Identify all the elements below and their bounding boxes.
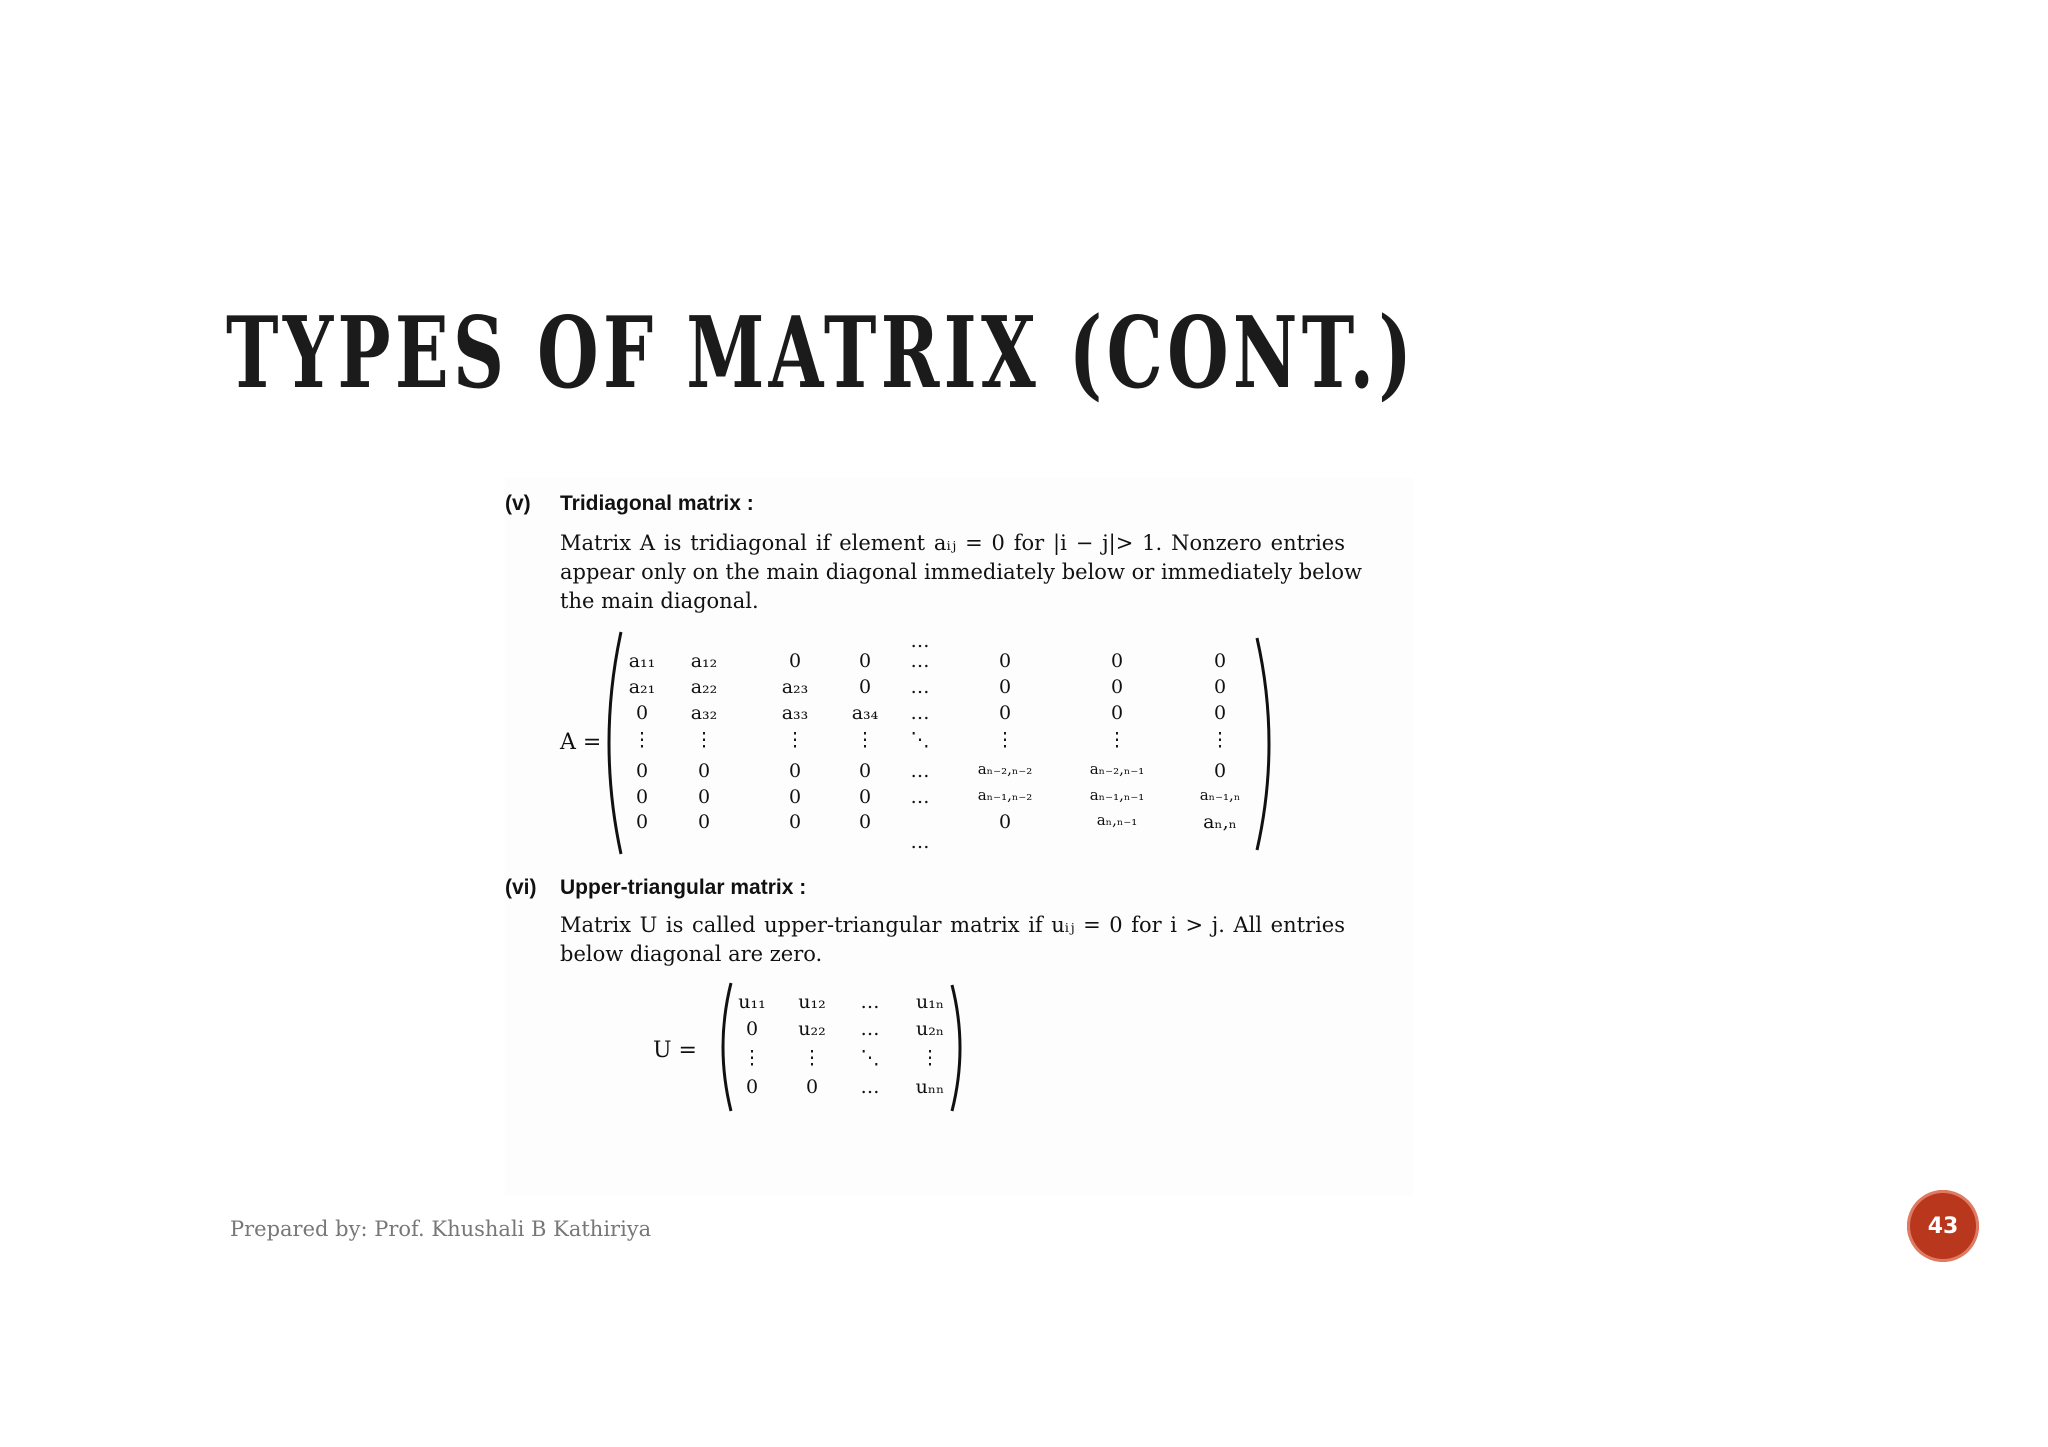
matrix-cell: aₙ₋₁,ₙ₋₁ bbox=[1089, 786, 1145, 804]
section-v-label: (v) bbox=[505, 492, 531, 515]
matrix-cell: a₂₁ bbox=[628, 676, 656, 698]
matrix-cell: 0 bbox=[697, 811, 711, 833]
matrix-cell: 0 bbox=[788, 786, 802, 808]
matrix-cell: 0 bbox=[858, 786, 872, 808]
matrix-cell: 0 bbox=[1213, 702, 1227, 724]
matrix-cell: 0 bbox=[1110, 702, 1124, 724]
matrix-cell: … bbox=[910, 760, 930, 782]
matrix-cell: 0 bbox=[858, 676, 872, 698]
matrix-cell: 0 bbox=[697, 786, 711, 808]
right-paren-icon bbox=[948, 982, 970, 1114]
matrix-cell: a₃₄ bbox=[851, 702, 879, 724]
section-v-description bbox=[560, 529, 1362, 616]
matrix-u-label: U = bbox=[653, 1038, 697, 1063]
matrix-cell: 0 bbox=[635, 702, 649, 724]
matrix-cell: 0 bbox=[1213, 760, 1227, 782]
matrix-cell: a₃₃ bbox=[781, 702, 809, 724]
matrix-cell: ⋮ bbox=[1107, 729, 1127, 751]
matrix-cell: aₙ₋₁,ₙ bbox=[1199, 786, 1241, 804]
matrix-cell: aₙ₋₂,ₙ₋₂ bbox=[977, 760, 1033, 778]
matrix-cell: u₁₁ bbox=[738, 991, 766, 1013]
matrix-cell: ⋮ bbox=[855, 729, 875, 751]
matrix-cell: 0 bbox=[998, 811, 1012, 833]
matrix-cell: aₙ₋₁,ₙ₋₂ bbox=[977, 786, 1033, 804]
text-line: below diagonal are zero. bbox=[560, 942, 823, 966]
matrix-cell: … bbox=[860, 991, 880, 1013]
matrix-cell: 0 bbox=[788, 811, 802, 833]
text-line: the main diagonal. bbox=[560, 589, 759, 613]
matrix-cell: ⋮ bbox=[694, 729, 714, 751]
section-vi-description bbox=[560, 911, 1345, 969]
matrix-cell: ⋮ bbox=[742, 1047, 762, 1069]
matrix-cell: a₁₁ bbox=[628, 650, 656, 672]
matrix-cell: 0 bbox=[745, 1018, 759, 1040]
matrix-cell: 0 bbox=[1110, 676, 1124, 698]
matrix-a-label: A = bbox=[560, 730, 602, 755]
matrix-cell: 0 bbox=[635, 760, 649, 782]
matrix-cell: 0 bbox=[1213, 676, 1227, 698]
matrix-cell: aₙ,ₙ₋₁ bbox=[1096, 811, 1138, 829]
matrix-cell: a₃₂ bbox=[690, 702, 718, 724]
section-vi-title: Upper-triangular matrix : bbox=[560, 876, 807, 899]
matrix-cell: … bbox=[910, 650, 930, 672]
matrix-cell: ⋮ bbox=[785, 729, 805, 751]
matrix-cell: 0 bbox=[858, 760, 872, 782]
slide-title: TYPES OF MATRIX (CONT.) bbox=[226, 296, 1417, 411]
matrix-cell: 0 bbox=[1213, 650, 1227, 672]
matrix-cell: 0 bbox=[998, 650, 1012, 672]
textbook-excerpt bbox=[505, 478, 1413, 1196]
matrix-cell: ⋮ bbox=[632, 729, 652, 751]
matrix-cell: 0 bbox=[805, 1076, 819, 1098]
matrix-cell: 0 bbox=[998, 702, 1012, 724]
matrix-cell: ⋮ bbox=[920, 1047, 940, 1069]
matrix-cell: 0 bbox=[697, 760, 711, 782]
matrix-cell: 0 bbox=[998, 676, 1012, 698]
matrix-cell: 0 bbox=[635, 786, 649, 808]
matrix-cell: u₂₂ bbox=[798, 1018, 826, 1040]
matrix-cell: ⋱ bbox=[860, 1047, 880, 1069]
matrix-cell: ⋱ bbox=[910, 729, 930, 751]
text-line: Matrix U is called upper-triangular matrix if uᵢⱼ = 0 for i > j. All entries bbox=[560, 913, 1345, 937]
matrix-cell: uₙₙ bbox=[915, 1076, 945, 1098]
matrix-cell: … bbox=[910, 702, 930, 724]
matrix-cell: a₂₃ bbox=[781, 676, 809, 698]
matrix-cell: … bbox=[860, 1018, 880, 1040]
matrix-cell: … bbox=[860, 1076, 880, 1098]
matrix-cell: 0 bbox=[858, 811, 872, 833]
section-vi-label: (vi) bbox=[505, 876, 537, 899]
matrix-cell: ⋮ bbox=[1210, 729, 1230, 751]
matrix-cell: u₁₂ bbox=[798, 991, 826, 1013]
matrix-cell: ⋮ bbox=[995, 729, 1015, 751]
matrix-cell: aₙ₋₂,ₙ₋₁ bbox=[1089, 760, 1145, 778]
matrix-cell: 0 bbox=[858, 650, 872, 672]
matrix-cell: 0 bbox=[788, 650, 802, 672]
matrix-cell: a₁₂ bbox=[690, 650, 718, 672]
page-number-badge: 43 bbox=[1907, 1190, 1979, 1262]
section-v-title: Tridiagonal matrix : bbox=[560, 492, 754, 515]
left-paren-icon bbox=[595, 628, 625, 858]
matrix-cell: … bbox=[910, 786, 930, 808]
matrix-dots: … bbox=[910, 630, 930, 652]
matrix-cell: 0 bbox=[745, 1076, 759, 1098]
matrix-cell: 0 bbox=[788, 760, 802, 782]
text-line: appear only on the main diagonal immediately below or immediately below bbox=[560, 560, 1362, 584]
matrix-cell: a₂₂ bbox=[690, 676, 718, 698]
left-paren-icon bbox=[713, 980, 735, 1114]
matrix-dots: … bbox=[910, 831, 930, 853]
text-line: Matrix A is tridiagonal if element aᵢⱼ = 0 for |i − j|> 1. Nonzero entries bbox=[560, 531, 1345, 555]
matrix-cell: u₁ₙ bbox=[915, 991, 945, 1013]
matrix-cell: aₙ,ₙ bbox=[1203, 811, 1237, 833]
matrix-cell: ⋮ bbox=[802, 1047, 822, 1069]
matrix-cell: … bbox=[910, 676, 930, 698]
matrix-cell: u₂ₙ bbox=[915, 1018, 945, 1040]
matrix-cell: 0 bbox=[635, 811, 649, 833]
matrix-cell: 0 bbox=[1110, 650, 1124, 672]
footer-credit: Prepared by: Prof. Khushali B Kathiriya bbox=[230, 1217, 652, 1241]
right-paren-icon bbox=[1253, 634, 1283, 854]
